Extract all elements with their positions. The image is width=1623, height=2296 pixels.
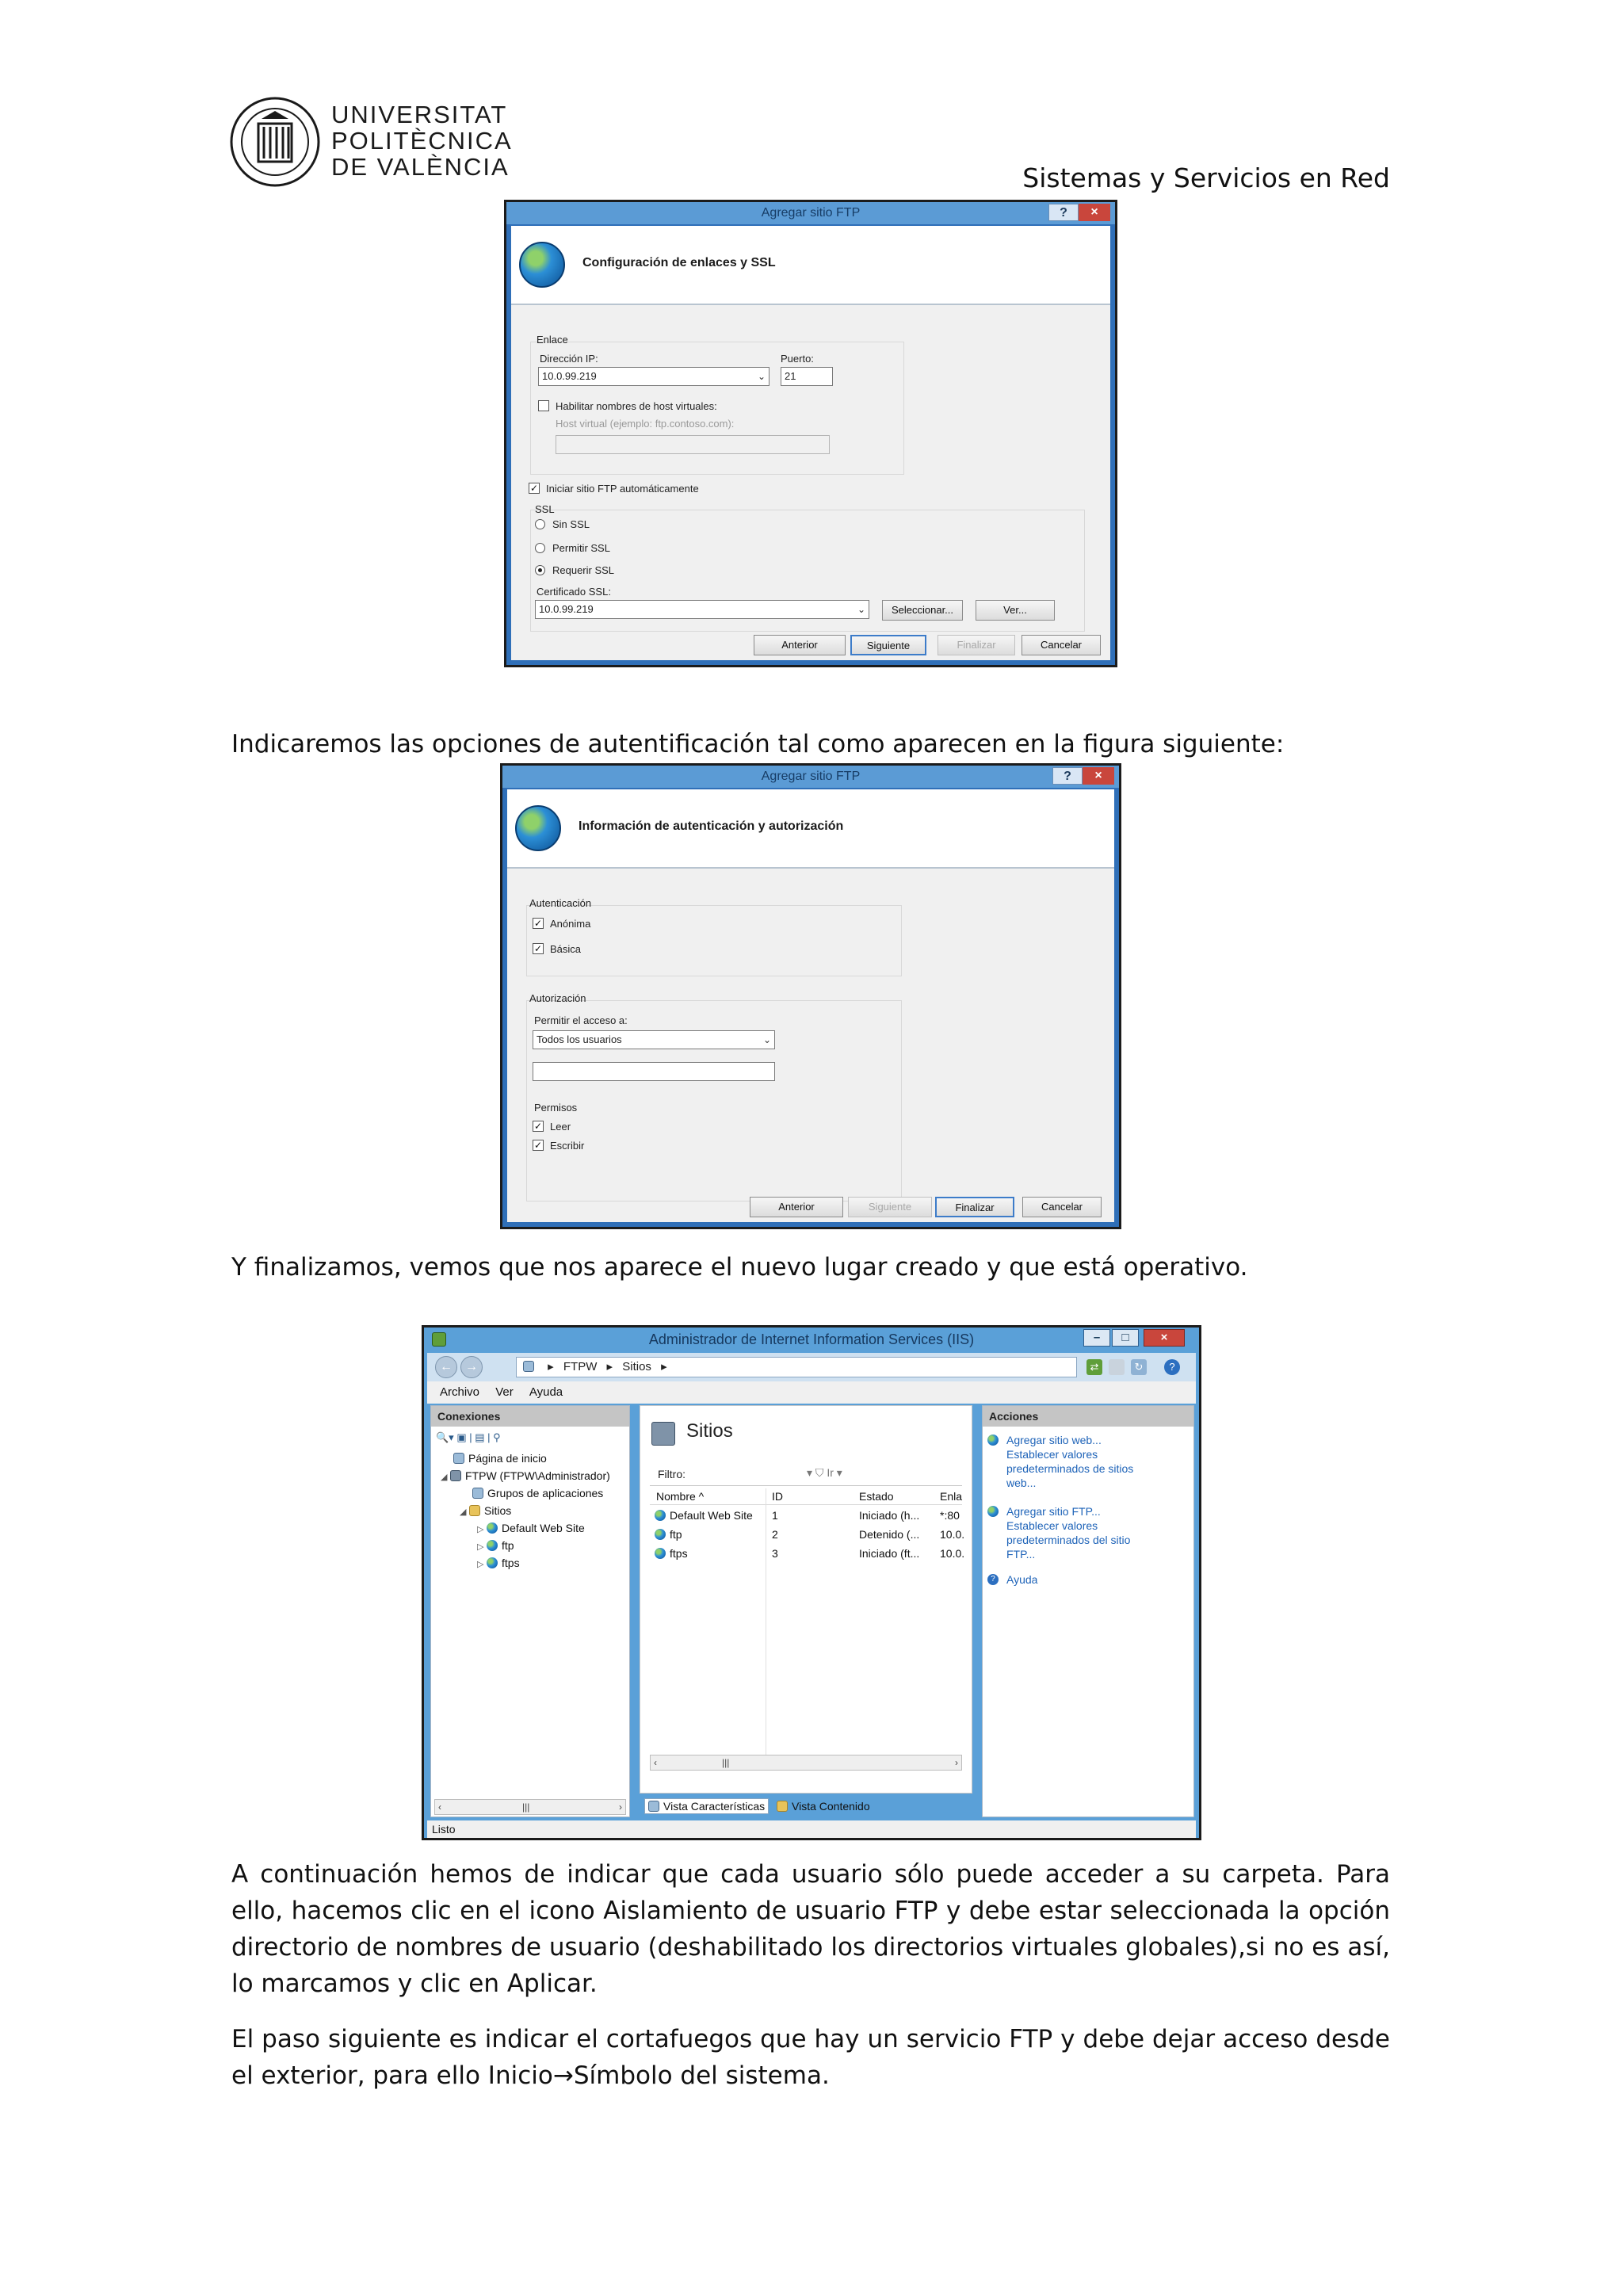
home-icon [523, 1361, 534, 1372]
status-bar [427, 1820, 1196, 1838]
iis-title: Administrador de Internet Information Services (IIS) [648, 1331, 975, 1347]
col-name[interactable]: Nombre ^ [656, 1490, 705, 1503]
breadcrumb-ftpw[interactable]: FTPW [563, 1360, 598, 1373]
expand-arrow-icon[interactable]: ▷ [477, 1542, 484, 1552]
expand-arrow-icon[interactable]: ▷ [477, 1525, 484, 1534]
ip-label: Dirección IP: [540, 353, 598, 365]
basic-label: Básica [550, 943, 582, 955]
expand-arrow-icon[interactable]: ▷ [477, 1560, 484, 1569]
autostart-label: Iniciar sitio FTP automáticamente [546, 483, 699, 495]
iis-manager-window [422, 1325, 1201, 1840]
site-binding: 10.0. [940, 1528, 965, 1541]
tree-item-ftps[interactable] [477, 1555, 520, 1571]
arrow-right-icon: → [552, 2061, 574, 2090]
select-certificate-button[interactable]: Seleccionar... [882, 600, 963, 621]
col-name-label: Nombre [656, 1490, 696, 1503]
actions-pane [982, 1405, 1194, 1817]
university-logo [230, 97, 515, 192]
binding-group-label: Enlace [537, 334, 568, 346]
address-bar[interactable] [516, 1357, 1077, 1377]
cert-label: Certificado SSL: [537, 586, 611, 598]
virtual-host-input[interactable] [556, 435, 830, 454]
port-label: Puerto: [781, 353, 814, 365]
stop-icon[interactable] [1109, 1359, 1125, 1375]
connections-toolbar[interactable]: 🔍▾ ▣ | ▤ | ⚲ [436, 1431, 501, 1443]
university-name [331, 101, 513, 180]
minimize-icon[interactable]: – [1083, 1329, 1110, 1347]
menu-archivo[interactable]: Archivo [440, 1385, 480, 1399]
back-button[interactable]: Anterior [750, 1197, 843, 1217]
wizard1-heading: Configuración de enlaces y SSL [582, 256, 776, 269]
site-id: 1 [772, 1509, 778, 1522]
auth-group-label: Autenticación [529, 897, 592, 909]
maximize-icon[interactable]: □ [1112, 1329, 1139, 1347]
tree-label: Default Web Site [502, 1522, 585, 1534]
tree-label: Página de inicio [468, 1452, 547, 1465]
help-icon: ? [987, 1574, 999, 1585]
globe-icon [655, 1510, 666, 1521]
cancel-button[interactable]: Cancelar [1022, 1197, 1102, 1217]
site-binding: 10.0. [940, 1547, 965, 1560]
table-row[interactable] [655, 1547, 688, 1560]
logo-line-2: POLITÈCNICA [331, 127, 513, 155]
chevron-down-icon: ⌄ [762, 1034, 771, 1045]
address-bar-row [427, 1353, 1196, 1381]
chevron-down-icon: ⌄ [757, 371, 766, 382]
read-checkbox[interactable]: ✓ [533, 1121, 543, 1132]
back-button[interactable]: Anterior [754, 635, 846, 655]
status-text: Listo [432, 1823, 456, 1836]
cancel-button[interactable]: Cancelar [1022, 635, 1101, 655]
basic-checkbox[interactable]: ✓ [533, 943, 543, 954]
read-label: Leer [550, 1121, 571, 1133]
sites-title: Sitios [686, 1420, 733, 1442]
content-view-tab[interactable] [777, 1800, 870, 1813]
users-input[interactable] [533, 1062, 775, 1081]
tree-label: FTPW (FTPW\Administrador) [465, 1469, 610, 1482]
ftp-defaults-line3[interactable]: FTP... [1006, 1548, 1036, 1561]
wizard2-header [507, 789, 1114, 869]
tree-label: Sitios [484, 1504, 512, 1517]
auth-group [526, 905, 902, 976]
filter-go[interactable]: ▾ ⛉ Ir ▾ [807, 1466, 842, 1479]
port-input[interactable]: 21 [781, 367, 833, 386]
next-button[interactable]: Siguiente [850, 635, 926, 655]
sites-scrollbar[interactable]: ‹ ||| › [650, 1755, 962, 1771]
home-icon [453, 1453, 464, 1464]
site-defaults-line3[interactable]: web... [1006, 1477, 1037, 1489]
go-label: Ir [827, 1466, 834, 1479]
site-state: Iniciado (h... [859, 1509, 920, 1522]
permissions-label: Permisos [534, 1102, 578, 1114]
globe-icon [655, 1529, 666, 1540]
tree-label: ftps [502, 1557, 520, 1569]
allow-access-label: Permitir el acceso a: [534, 1014, 628, 1026]
isolation-paragraph: A continuación hemos de indicar que cada usuario sólo puede acceder a su carpeta. Para ello, hacemos clic en el icono Aislamiento de usuario FTP y debe estar seleccionada la opción directorio de nombres de usuario (deshabilitado los directorios virtuales globales),si no es así, lo marcamos y clic en Aplicar. [231, 1860, 1390, 1998]
autostart-checkbox[interactable]: ✓ [529, 483, 539, 494]
sites-icon [651, 1422, 675, 1446]
site-binding: *:80 [940, 1509, 960, 1522]
tree-item-ftp[interactable] [477, 1538, 514, 1553]
require-ssl-radio[interactable] [535, 565, 545, 575]
site-state: Iniciado (ft... [859, 1547, 920, 1560]
globe-icon [519, 242, 565, 288]
ssl-group-label: SSL [535, 503, 555, 515]
tree-item-start-page[interactable] [453, 1450, 547, 1466]
site-name: ftps [670, 1547, 688, 1560]
filter-label: Filtro: [658, 1468, 685, 1480]
site-defaults-line2[interactable]: predeterminados de sitios [1006, 1462, 1134, 1475]
logo-line-1: UNIVERSITAT [331, 101, 508, 128]
site-name: ftp [670, 1528, 682, 1541]
refresh-green-icon[interactable]: ⇄ [1086, 1359, 1102, 1375]
close-button[interactable]: × [1083, 767, 1114, 785]
allow-ssl-label: Permitir SSL [552, 542, 610, 554]
no-ssl-label: Sin SSL [552, 518, 590, 530]
connections-pane [430, 1405, 630, 1817]
breadcrumb-sep-icon: ▸ [548, 1360, 554, 1373]
authz-group-label: Autorización [529, 992, 586, 1004]
require-ssl-label: Requerir SSL [552, 564, 615, 576]
allow-access-select[interactable] [533, 1030, 775, 1049]
add-ftp-site-link[interactable]: Agregar sitio FTP... [1006, 1505, 1101, 1518]
tree-label: Grupos de aplicaciones [487, 1487, 604, 1499]
connections-scrollbar[interactable]: ‹ ||| › [434, 1799, 626, 1815]
app-pools-icon [472, 1488, 483, 1499]
tree-item-server[interactable] [441, 1468, 610, 1484]
ip-value: 10.0.99.219 [542, 370, 597, 382]
funnel-icon: ⛉ [815, 1466, 824, 1479]
site-name: Default Web Site [670, 1509, 753, 1522]
firewall-text: El paso siguiente es indicar el cortafuegos que hay un servicio FTP y debe dejar acceso desde el exterior, para ello Inicio [231, 2025, 1390, 2090]
breadcrumb-sep-icon: ▸ [661, 1360, 667, 1373]
certificate-select[interactable] [535, 600, 869, 619]
help-button[interactable]: ? [1048, 204, 1079, 221]
back-icon[interactable]: ← [435, 1356, 457, 1378]
cert-value: 10.0.99.219 [539, 603, 594, 615]
globe-icon [487, 1540, 498, 1551]
anonymous-checkbox[interactable]: ✓ [533, 918, 543, 929]
write-label: Escribir [550, 1140, 585, 1152]
firewall-paragraph [231, 2021, 1390, 2094]
col-id[interactable]: ID [772, 1490, 783, 1503]
wizard2-title: Agregar sitio FTP [502, 766, 1119, 788]
site-defaults-line1[interactable]: Establecer valores [1006, 1448, 1098, 1461]
content-view-label: Vista Contenido [792, 1800, 870, 1813]
next-button[interactable]: Siguiente [848, 1197, 932, 1217]
col-binding[interactable]: Enla [940, 1490, 963, 1503]
finish-button[interactable]: Finalizar [938, 635, 1015, 655]
tree-item-default-web-site[interactable] [477, 1520, 585, 1536]
site-id: 3 [772, 1547, 778, 1560]
allow-access-value: Todos los usuarios [537, 1033, 622, 1045]
wizard2-heading: Información de autenticación y autorización [579, 819, 844, 833]
wizard1-body [511, 226, 1110, 660]
ip-address-select[interactable] [538, 367, 769, 386]
table-row[interactable] [655, 1509, 753, 1522]
no-ssl-radio[interactable] [535, 519, 545, 529]
divider [650, 1485, 962, 1486]
wizard2-body [507, 789, 1114, 1222]
actions-header: Acciones [983, 1406, 1193, 1427]
content-icon [777, 1801, 788, 1812]
header-divider [650, 1504, 962, 1505]
server-icon [450, 1470, 461, 1481]
features-view-label: Vista Características [663, 1800, 766, 1813]
site-id: 2 [772, 1528, 778, 1541]
close-icon[interactable]: × [1144, 1329, 1185, 1347]
site-state: Detenido (... [859, 1528, 920, 1541]
virtual-hosts-checkbox[interactable] [538, 400, 549, 411]
tree-item-app-pools[interactable] [472, 1485, 603, 1501]
help-icon[interactable]: ? [1164, 1359, 1180, 1375]
ftp-binding-wizard [504, 200, 1117, 667]
table-row[interactable] [655, 1528, 682, 1541]
breadcrumb-sites[interactable]: Sitios [622, 1360, 651, 1373]
breadcrumb-sep-icon: ▸ [606, 1360, 613, 1373]
globe-icon [655, 1548, 666, 1559]
folder-icon [469, 1505, 480, 1516]
ftp-defaults-line1[interactable]: Establecer valores [1006, 1519, 1098, 1532]
write-checkbox[interactable]: ✓ [533, 1140, 543, 1151]
intro-auth-text: Indicaremos las opciones de autentificación tal como aparecen en la figura siguiente: [231, 730, 1285, 758]
col-state[interactable]: Estado [859, 1490, 894, 1503]
sites-pane [640, 1405, 972, 1794]
view-tabs [644, 1800, 870, 1813]
menu-bar [427, 1381, 1196, 1404]
finish-text: Y finalizamos, vemos que nos aparece el nuevo lugar creado y que está operativo. [231, 1253, 1248, 1282]
chevron-down-icon: ⌄ [857, 604, 865, 615]
globe-icon [987, 1435, 999, 1446]
forward-icon[interactable]: → [460, 1356, 483, 1378]
virtual-host-example: Host virtual (ejemplo: ftp.contoso.com): [556, 418, 735, 430]
menu-ayuda[interactable]: Ayuda [529, 1385, 563, 1399]
connections-header: Conexiones [431, 1406, 629, 1427]
close-button[interactable]: × [1079, 204, 1110, 221]
tree-item-sites[interactable] [460, 1503, 511, 1519]
anonymous-label: Anónima [550, 918, 591, 930]
help-button[interactable]: ? [1052, 767, 1083, 785]
globe-icon [515, 805, 561, 851]
ftp-defaults-line2[interactable]: predeterminados del sitio [1006, 1534, 1131, 1546]
logo-line-3: DE VALÈNCIA [331, 153, 510, 181]
university-seal-icon [230, 97, 320, 187]
tree-label: ftp [502, 1539, 514, 1552]
ftp-auth-wizard [500, 763, 1121, 1229]
globe-icon [987, 1506, 999, 1517]
features-view-tab[interactable] [644, 1798, 769, 1814]
features-icon [648, 1801, 659, 1812]
refresh-icon[interactable]: ↻ [1131, 1359, 1147, 1375]
view-certificate-button[interactable]: Ver... [976, 600, 1055, 621]
collapse-arrow-icon[interactable]: ◢ [460, 1507, 467, 1517]
help-link[interactable]: Ayuda [1006, 1573, 1038, 1586]
course-title: Sistemas y Servicios en Red [1022, 162, 1390, 193]
finish-button[interactable]: Finalizar [935, 1197, 1014, 1217]
allow-ssl-radio[interactable] [535, 543, 545, 553]
firewall-tail: Símbolo del sistema. [573, 2061, 830, 2090]
globe-icon [487, 1557, 498, 1568]
add-website-link[interactable]: Agregar sitio web... [1006, 1434, 1102, 1446]
wizard1-header [511, 226, 1110, 305]
collapse-arrow-icon[interactable]: ◢ [441, 1473, 448, 1482]
wizard1-title: Agregar sitio FTP [506, 202, 1115, 224]
virtual-hosts-label: Habilitar nombres de host virtuales: [556, 400, 717, 412]
menu-ver[interactable]: Ver [495, 1385, 514, 1399]
globe-icon [487, 1522, 498, 1534]
